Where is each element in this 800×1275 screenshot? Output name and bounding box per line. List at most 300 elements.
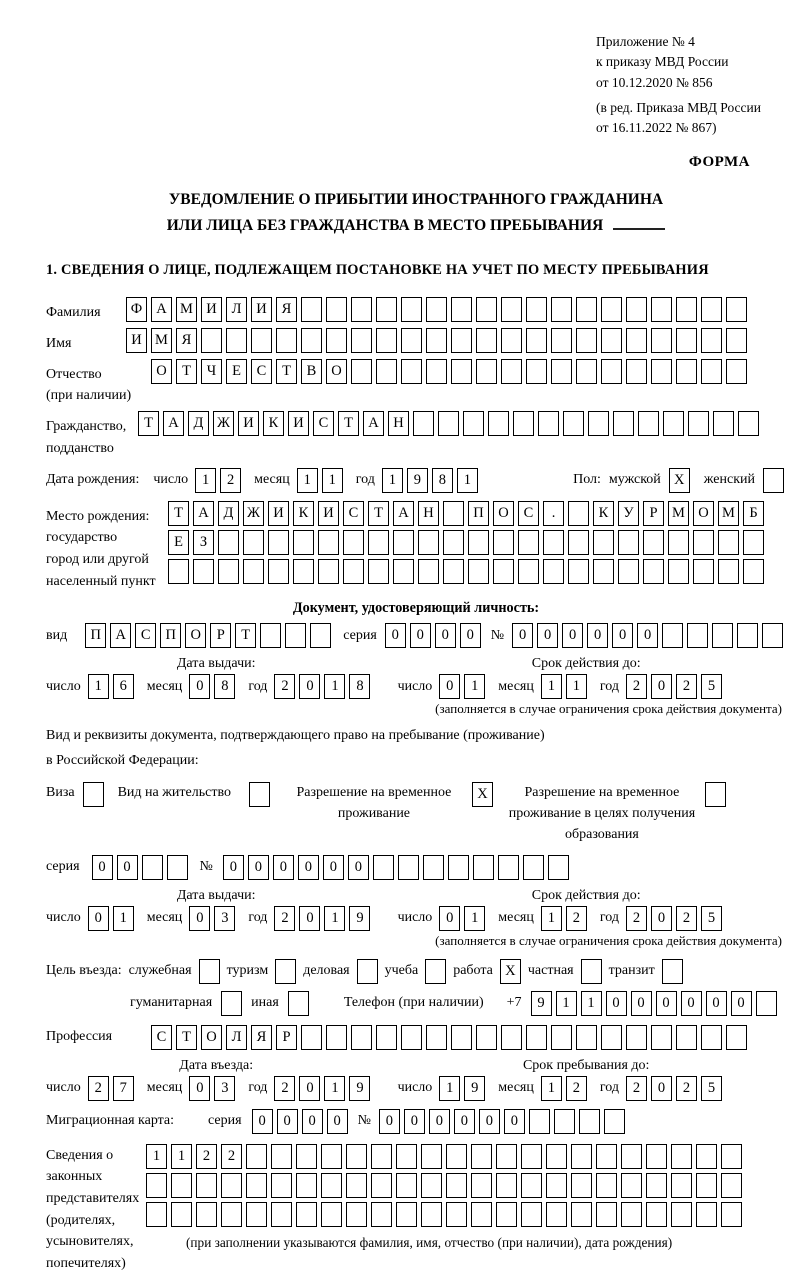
issue-year-cell[interactable]: 8	[349, 674, 370, 699]
citizenship-cell[interactable]	[538, 411, 559, 436]
given-name-cell[interactable]	[376, 328, 397, 353]
doc-number-cell[interactable]	[762, 623, 783, 648]
legal-reps-cell[interactable]	[696, 1202, 717, 1227]
profession-cell[interactable]	[701, 1025, 722, 1050]
expiry-day-cell[interactable]: 0	[439, 674, 460, 699]
migration-number-cell[interactable]: 0	[479, 1109, 500, 1134]
profession-cell[interactable]	[576, 1025, 597, 1050]
profession-cell[interactable]	[401, 1025, 422, 1050]
profession-cell[interactable]	[726, 1025, 747, 1050]
legal-reps-cell[interactable]	[346, 1202, 367, 1227]
legal-reps-cell[interactable]	[721, 1144, 742, 1169]
birth-place-cell[interactable]	[643, 530, 664, 555]
legal-reps-cell[interactable]	[471, 1144, 492, 1169]
legal-reps-cell[interactable]	[346, 1144, 367, 1169]
residence-number-cell[interactable]	[423, 855, 444, 880]
patronymic-cell[interactable]	[351, 359, 372, 384]
doc-number-cell[interactable]	[687, 623, 708, 648]
purpose-business-checkbox-cell[interactable]	[357, 959, 378, 984]
birth-place-cell[interactable]	[568, 559, 589, 584]
legal-reps-cell[interactable]	[671, 1202, 692, 1227]
citizenship-cell[interactable]: А	[363, 411, 384, 436]
birth-place-cell[interactable]: М	[718, 501, 739, 526]
expiry-year-cell[interactable]: 2	[676, 674, 697, 699]
legal-reps-cell[interactable]	[296, 1202, 317, 1227]
expiry-month-cell[interactable]: 1	[541, 674, 562, 699]
birth-place-cell[interactable]	[443, 530, 464, 555]
surname-cell[interactable]	[501, 297, 522, 322]
surname-cell[interactable]	[551, 297, 572, 322]
birth-place-cell[interactable]	[468, 559, 489, 584]
birth-place-cell[interactable]	[493, 559, 514, 584]
citizenship-cell[interactable]: А	[163, 411, 184, 436]
legal-reps-cell[interactable]	[321, 1144, 342, 1169]
patronymic-cell[interactable]: О	[326, 359, 347, 384]
residence-number-cell[interactable]: 0	[348, 855, 369, 880]
phone-digit-cell[interactable]: 0	[731, 991, 752, 1016]
birth-place-cell[interactable]: У	[618, 501, 639, 526]
legal-reps-cell[interactable]	[196, 1173, 217, 1198]
birth-place-cell[interactable]	[168, 559, 189, 584]
purpose-private-checkbox-cell[interactable]	[581, 959, 602, 984]
migration-series-cell[interactable]: 0	[277, 1109, 298, 1134]
birth-place-cell[interactable]: Т	[168, 501, 189, 526]
legal-reps-cell[interactable]	[271, 1173, 292, 1198]
birth-place-cell[interactable]	[668, 530, 689, 555]
birth-place-cell[interactable]	[543, 530, 564, 555]
residence-series-cell[interactable]: 0	[117, 855, 138, 880]
surname-cell[interactable]	[726, 297, 747, 322]
phone-digit-cell[interactable]: 0	[706, 991, 727, 1016]
doc-number-cell[interactable]	[712, 623, 733, 648]
birth-month-cell[interactable]: 1	[322, 468, 343, 493]
legal-reps-cell[interactable]	[396, 1173, 417, 1198]
birth-place-cell[interactable]	[218, 559, 239, 584]
doc-number-cell[interactable]: 0	[537, 623, 558, 648]
residence-number-cell[interactable]	[498, 855, 519, 880]
surname-cell[interactable]	[401, 297, 422, 322]
entry-year-cell[interactable]: 9	[349, 1076, 370, 1101]
given-name-cell[interactable]	[701, 328, 722, 353]
doc-type-cell[interactable]	[310, 623, 331, 648]
patronymic-cell[interactable]	[676, 359, 697, 384]
legal-reps-cell[interactable]	[371, 1173, 392, 1198]
birth-place-cell[interactable]: К	[293, 501, 314, 526]
surname-cell[interactable]: М	[176, 297, 197, 322]
purpose-official-checkbox-cell[interactable]	[199, 959, 220, 984]
given-name-cell[interactable]	[601, 328, 622, 353]
birth-place-cell[interactable]	[218, 530, 239, 555]
birth-place-cell[interactable]	[368, 559, 389, 584]
legal-reps-cell[interactable]	[371, 1144, 392, 1169]
given-name-cell[interactable]	[451, 328, 472, 353]
birth-place-cell[interactable]: Б	[743, 501, 764, 526]
birth-day-cell[interactable]: 2	[220, 468, 241, 493]
doc-series-cell[interactable]: 0	[385, 623, 406, 648]
surname-cell[interactable]	[526, 297, 547, 322]
birth-place-cell[interactable]	[518, 559, 539, 584]
sex-male-checkbox-cell[interactable]: X	[669, 468, 690, 493]
citizenship-cell[interactable]	[638, 411, 659, 436]
surname-cell[interactable]	[476, 297, 497, 322]
birth-place-cell[interactable]: С	[518, 501, 539, 526]
migration-number-cell[interactable]	[604, 1109, 625, 1134]
surname-cell[interactable]	[651, 297, 672, 322]
birth-place-cell[interactable]	[743, 530, 764, 555]
doc-number-cell[interactable]: 0	[562, 623, 583, 648]
surname-cell[interactable]: Л	[226, 297, 247, 322]
birth-place-cell[interactable]	[393, 559, 414, 584]
birth-place-cell[interactable]: К	[593, 501, 614, 526]
citizenship-cell[interactable]: К	[263, 411, 284, 436]
doc-type-cell[interactable]: П	[160, 623, 181, 648]
birth-place-cell[interactable]: А	[193, 501, 214, 526]
surname-cell[interactable]	[676, 297, 697, 322]
birth-place-cell[interactable]	[268, 559, 289, 584]
doc-number-cell[interactable]: 0	[637, 623, 658, 648]
patronymic-cell[interactable]	[376, 359, 397, 384]
residence-number-cell[interactable]: 0	[323, 855, 344, 880]
profession-cell[interactable]: С	[151, 1025, 172, 1050]
expiry-month-cell[interactable]: 1	[566, 674, 587, 699]
citizenship-cell[interactable]: Н	[388, 411, 409, 436]
residence-series-cell[interactable]	[142, 855, 163, 880]
residence-number-cell[interactable]: 0	[298, 855, 319, 880]
title-blank-field[interactable]	[613, 228, 665, 230]
phone-digit-cell[interactable]	[756, 991, 777, 1016]
birth-place-cell[interactable]	[318, 559, 339, 584]
surname-cell[interactable]: Ф	[126, 297, 147, 322]
birth-place-cell[interactable]	[593, 530, 614, 555]
birth-place-cell[interactable]: И	[268, 501, 289, 526]
entry-year-cell[interactable]: 1	[324, 1076, 345, 1101]
profession-cell[interactable]: Л	[226, 1025, 247, 1050]
legal-reps-cell[interactable]	[446, 1144, 467, 1169]
birth-place-cell[interactable]: М	[668, 501, 689, 526]
entry-year-cell[interactable]: 0	[299, 1076, 320, 1101]
phone-digit-cell[interactable]: 0	[681, 991, 702, 1016]
surname-cell[interactable]: И	[201, 297, 222, 322]
given-name-cell[interactable]	[276, 328, 297, 353]
residence-issue-year-cell[interactable]: 2	[274, 906, 295, 931]
birth-year-cell[interactable]: 8	[432, 468, 453, 493]
given-name-cell[interactable]	[401, 328, 422, 353]
residence-expiry-month-cell[interactable]: 2	[566, 906, 587, 931]
option-temp-residence-education-checkbox-cell[interactable]	[705, 782, 726, 807]
citizenship-cell[interactable]	[588, 411, 609, 436]
legal-reps-cell[interactable]	[546, 1144, 567, 1169]
patronymic-cell[interactable]	[626, 359, 647, 384]
residence-number-cell[interactable]	[548, 855, 569, 880]
residence-number-cell[interactable]: 0	[248, 855, 269, 880]
birth-place-cell[interactable]	[493, 530, 514, 555]
patronymic-cell[interactable]	[526, 359, 547, 384]
citizenship-cell[interactable]: И	[238, 411, 259, 436]
profession-cell[interactable]	[626, 1025, 647, 1050]
legal-reps-cell[interactable]	[246, 1173, 267, 1198]
migration-number-cell[interactable]	[579, 1109, 600, 1134]
purpose-study-checkbox-cell[interactable]	[425, 959, 446, 984]
legal-reps-cell[interactable]	[621, 1202, 642, 1227]
legal-reps-cell[interactable]	[271, 1202, 292, 1227]
birth-place-cell[interactable]: Е	[168, 530, 189, 555]
legal-reps-cell[interactable]	[146, 1202, 167, 1227]
citizenship-cell[interactable]	[463, 411, 484, 436]
surname-cell[interactable]	[626, 297, 647, 322]
given-name-cell[interactable]	[676, 328, 697, 353]
surname-cell[interactable]	[301, 297, 322, 322]
citizenship-cell[interactable]: Т	[138, 411, 159, 436]
patronymic-cell[interactable]	[451, 359, 472, 384]
patronymic-cell[interactable]: Т	[276, 359, 297, 384]
residence-number-cell[interactable]	[523, 855, 544, 880]
purpose-work-checkbox-cell[interactable]: X	[500, 959, 521, 984]
doc-type-cell[interactable]: О	[185, 623, 206, 648]
birth-place-cell[interactable]: П	[468, 501, 489, 526]
residence-expiry-year-cell[interactable]: 0	[651, 906, 672, 931]
legal-reps-cell[interactable]: 1	[146, 1144, 167, 1169]
doc-type-cell[interactable]: Т	[235, 623, 256, 648]
migration-number-cell[interactable]	[554, 1109, 575, 1134]
profession-cell[interactable]: О	[201, 1025, 222, 1050]
given-name-cell[interactable]	[251, 328, 272, 353]
profession-cell[interactable]	[301, 1025, 322, 1050]
phone-digit-cell[interactable]: 0	[606, 991, 627, 1016]
stay-day-cell[interactable]: 1	[439, 1076, 460, 1101]
birth-place-cell[interactable]	[418, 559, 439, 584]
birth-place-cell[interactable]: О	[693, 501, 714, 526]
profession-cell[interactable]	[376, 1025, 397, 1050]
birth-place-cell[interactable]	[693, 559, 714, 584]
entry-month-cell[interactable]: 0	[189, 1076, 210, 1101]
profession-cell[interactable]: Р	[276, 1025, 297, 1050]
patronymic-cell[interactable]	[701, 359, 722, 384]
issue-day-cell[interactable]: 1	[88, 674, 109, 699]
phone-digit-cell[interactable]: 1	[581, 991, 602, 1016]
legal-reps-cell[interactable]	[321, 1202, 342, 1227]
residence-expiry-year-cell[interactable]: 2	[676, 906, 697, 931]
birth-place-cell[interactable]	[643, 559, 664, 584]
doc-type-cell[interactable]	[260, 623, 281, 648]
legal-reps-cell[interactable]	[621, 1173, 642, 1198]
residence-issue-year-cell[interactable]: 9	[349, 906, 370, 931]
issue-month-cell[interactable]: 8	[214, 674, 235, 699]
birth-place-cell[interactable]: Р	[643, 501, 664, 526]
entry-day-cell[interactable]: 7	[113, 1076, 134, 1101]
legal-reps-cell[interactable]	[596, 1144, 617, 1169]
doc-series-cell[interactable]: 0	[410, 623, 431, 648]
stay-month-cell[interactable]: 1	[541, 1076, 562, 1101]
phone-digit-cell[interactable]: 0	[631, 991, 652, 1016]
residence-issue-month-cell[interactable]: 3	[214, 906, 235, 931]
patronymic-cell[interactable]	[601, 359, 622, 384]
surname-cell[interactable]	[426, 297, 447, 322]
birth-place-cell[interactable]	[293, 559, 314, 584]
migration-series-cell[interactable]: 0	[252, 1109, 273, 1134]
birth-place-cell[interactable]	[318, 530, 339, 555]
surname-cell[interactable]: Я	[276, 297, 297, 322]
given-name-cell[interactable]: М	[151, 328, 172, 353]
birth-place-cell[interactable]	[693, 530, 714, 555]
residence-issue-year-cell[interactable]: 1	[324, 906, 345, 931]
legal-reps-cell[interactable]	[721, 1173, 742, 1198]
legal-reps-cell[interactable]	[421, 1144, 442, 1169]
migration-series-cell[interactable]: 0	[302, 1109, 323, 1134]
profession-cell[interactable]	[326, 1025, 347, 1050]
given-name-cell[interactable]	[326, 328, 347, 353]
given-name-cell[interactable]: И	[126, 328, 147, 353]
migration-number-cell[interactable]: 0	[404, 1109, 425, 1134]
birth-place-cell[interactable]: Ж	[243, 501, 264, 526]
legal-reps-cell[interactable]	[296, 1173, 317, 1198]
birth-place-cell[interactable]: Т	[368, 501, 389, 526]
legal-reps-cell[interactable]	[596, 1173, 617, 1198]
residence-issue-day-cell[interactable]: 1	[113, 906, 134, 931]
birth-year-cell[interactable]: 1	[457, 468, 478, 493]
birth-place-cell[interactable]	[668, 559, 689, 584]
option-visa-checkbox-cell[interactable]	[83, 782, 104, 807]
profession-cell[interactable]: Я	[251, 1025, 272, 1050]
birth-place-cell[interactable]: И	[318, 501, 339, 526]
birth-place-cell[interactable]: О	[493, 501, 514, 526]
citizenship-cell[interactable]	[613, 411, 634, 436]
citizenship-cell[interactable]: Д	[188, 411, 209, 436]
birth-place-cell[interactable]	[718, 530, 739, 555]
legal-reps-cell[interactable]	[346, 1173, 367, 1198]
stay-year-cell[interactable]: 0	[651, 1076, 672, 1101]
surname-cell[interactable]	[351, 297, 372, 322]
legal-reps-cell[interactable]	[696, 1173, 717, 1198]
legal-reps-cell[interactable]	[621, 1144, 642, 1169]
birth-place-cell[interactable]	[718, 559, 739, 584]
profession-cell[interactable]: Т	[176, 1025, 197, 1050]
birth-place-cell[interactable]: Н	[418, 501, 439, 526]
phone-digit-cell[interactable]: 9	[531, 991, 552, 1016]
birth-day-cell[interactable]: 1	[195, 468, 216, 493]
sex-female-checkbox-cell[interactable]	[763, 468, 784, 493]
residence-expiry-year-cell[interactable]: 5	[701, 906, 722, 931]
purpose-tourism-checkbox-cell[interactable]	[275, 959, 296, 984]
legal-reps-cell[interactable]	[221, 1173, 242, 1198]
profession-cell[interactable]	[476, 1025, 497, 1050]
profession-cell[interactable]	[526, 1025, 547, 1050]
birth-place-cell[interactable]	[618, 530, 639, 555]
doc-number-cell[interactable]	[662, 623, 683, 648]
entry-month-cell[interactable]: 3	[214, 1076, 235, 1101]
legal-reps-cell[interactable]	[496, 1202, 517, 1227]
surname-cell[interactable]	[601, 297, 622, 322]
residence-issue-year-cell[interactable]: 0	[299, 906, 320, 931]
legal-reps-cell[interactable]	[696, 1144, 717, 1169]
migration-number-cell[interactable]: 0	[379, 1109, 400, 1134]
birth-place-cell[interactable]	[343, 530, 364, 555]
given-name-cell[interactable]	[651, 328, 672, 353]
birth-place-cell[interactable]	[368, 530, 389, 555]
purpose-other-checkbox-cell[interactable]	[288, 991, 309, 1016]
legal-reps-cell[interactable]: 1	[171, 1144, 192, 1169]
expiry-year-cell[interactable]: 5	[701, 674, 722, 699]
stay-year-cell[interactable]: 5	[701, 1076, 722, 1101]
citizenship-cell[interactable]	[513, 411, 534, 436]
citizenship-cell[interactable]: Т	[338, 411, 359, 436]
issue-year-cell[interactable]: 0	[299, 674, 320, 699]
profession-cell[interactable]	[551, 1025, 572, 1050]
birth-place-cell[interactable]	[443, 559, 464, 584]
stay-day-cell[interactable]: 9	[464, 1076, 485, 1101]
birth-place-cell[interactable]	[543, 559, 564, 584]
profession-cell[interactable]	[676, 1025, 697, 1050]
birth-place-cell[interactable]: А	[393, 501, 414, 526]
birth-place-cell[interactable]	[243, 530, 264, 555]
legal-reps-cell[interactable]	[271, 1144, 292, 1169]
surname-cell[interactable]	[326, 297, 347, 322]
migration-number-cell[interactable]: 0	[429, 1109, 450, 1134]
given-name-cell[interactable]	[526, 328, 547, 353]
profession-cell[interactable]	[451, 1025, 472, 1050]
profession-cell[interactable]	[426, 1025, 447, 1050]
surname-cell[interactable]	[576, 297, 597, 322]
birth-place-cell[interactable]	[443, 501, 464, 526]
citizenship-cell[interactable]	[713, 411, 734, 436]
legal-reps-cell[interactable]	[521, 1173, 542, 1198]
profession-cell[interactable]	[501, 1025, 522, 1050]
legal-reps-cell[interactable]	[171, 1202, 192, 1227]
patronymic-cell[interactable]	[551, 359, 572, 384]
given-name-cell[interactable]	[201, 328, 222, 353]
citizenship-cell[interactable]: Ж	[213, 411, 234, 436]
surname-cell[interactable]: И	[251, 297, 272, 322]
birth-place-cell[interactable]: Д	[218, 501, 239, 526]
birth-month-cell[interactable]: 1	[297, 468, 318, 493]
birth-place-cell[interactable]	[593, 559, 614, 584]
birth-place-cell[interactable]	[518, 530, 539, 555]
legal-reps-cell[interactable]	[446, 1202, 467, 1227]
doc-type-cell[interactable]	[285, 623, 306, 648]
legal-reps-cell[interactable]	[171, 1173, 192, 1198]
surname-cell[interactable]	[376, 297, 397, 322]
patronymic-cell[interactable]: Ч	[201, 359, 222, 384]
migration-number-cell[interactable]	[529, 1109, 550, 1134]
given-name-cell[interactable]	[351, 328, 372, 353]
legal-reps-cell[interactable]	[646, 1202, 667, 1227]
legal-reps-cell[interactable]	[496, 1173, 517, 1198]
birth-place-cell[interactable]	[418, 530, 439, 555]
patronymic-cell[interactable]	[726, 359, 747, 384]
doc-type-cell[interactable]: П	[85, 623, 106, 648]
legal-reps-cell[interactable]	[146, 1173, 167, 1198]
given-name-cell[interactable]	[301, 328, 322, 353]
citizenship-cell[interactable]: С	[313, 411, 334, 436]
citizenship-cell[interactable]	[738, 411, 759, 436]
legal-reps-cell[interactable]: 2	[196, 1144, 217, 1169]
migration-series-cell[interactable]: 0	[327, 1109, 348, 1134]
residence-number-cell[interactable]	[398, 855, 419, 880]
legal-reps-cell[interactable]	[521, 1202, 542, 1227]
migration-number-cell[interactable]: 0	[504, 1109, 525, 1134]
birth-place-cell[interactable]	[393, 530, 414, 555]
issue-year-cell[interactable]: 2	[274, 674, 295, 699]
given-name-cell[interactable]	[626, 328, 647, 353]
birth-place-cell[interactable]	[743, 559, 764, 584]
citizenship-cell[interactable]	[663, 411, 684, 436]
stay-year-cell[interactable]: 2	[676, 1076, 697, 1101]
doc-number-cell[interactable]	[737, 623, 758, 648]
legal-reps-cell[interactable]	[521, 1144, 542, 1169]
birth-place-cell[interactable]	[268, 530, 289, 555]
surname-cell[interactable]: А	[151, 297, 172, 322]
legal-reps-cell[interactable]	[571, 1202, 592, 1227]
patronymic-cell[interactable]: Т	[176, 359, 197, 384]
